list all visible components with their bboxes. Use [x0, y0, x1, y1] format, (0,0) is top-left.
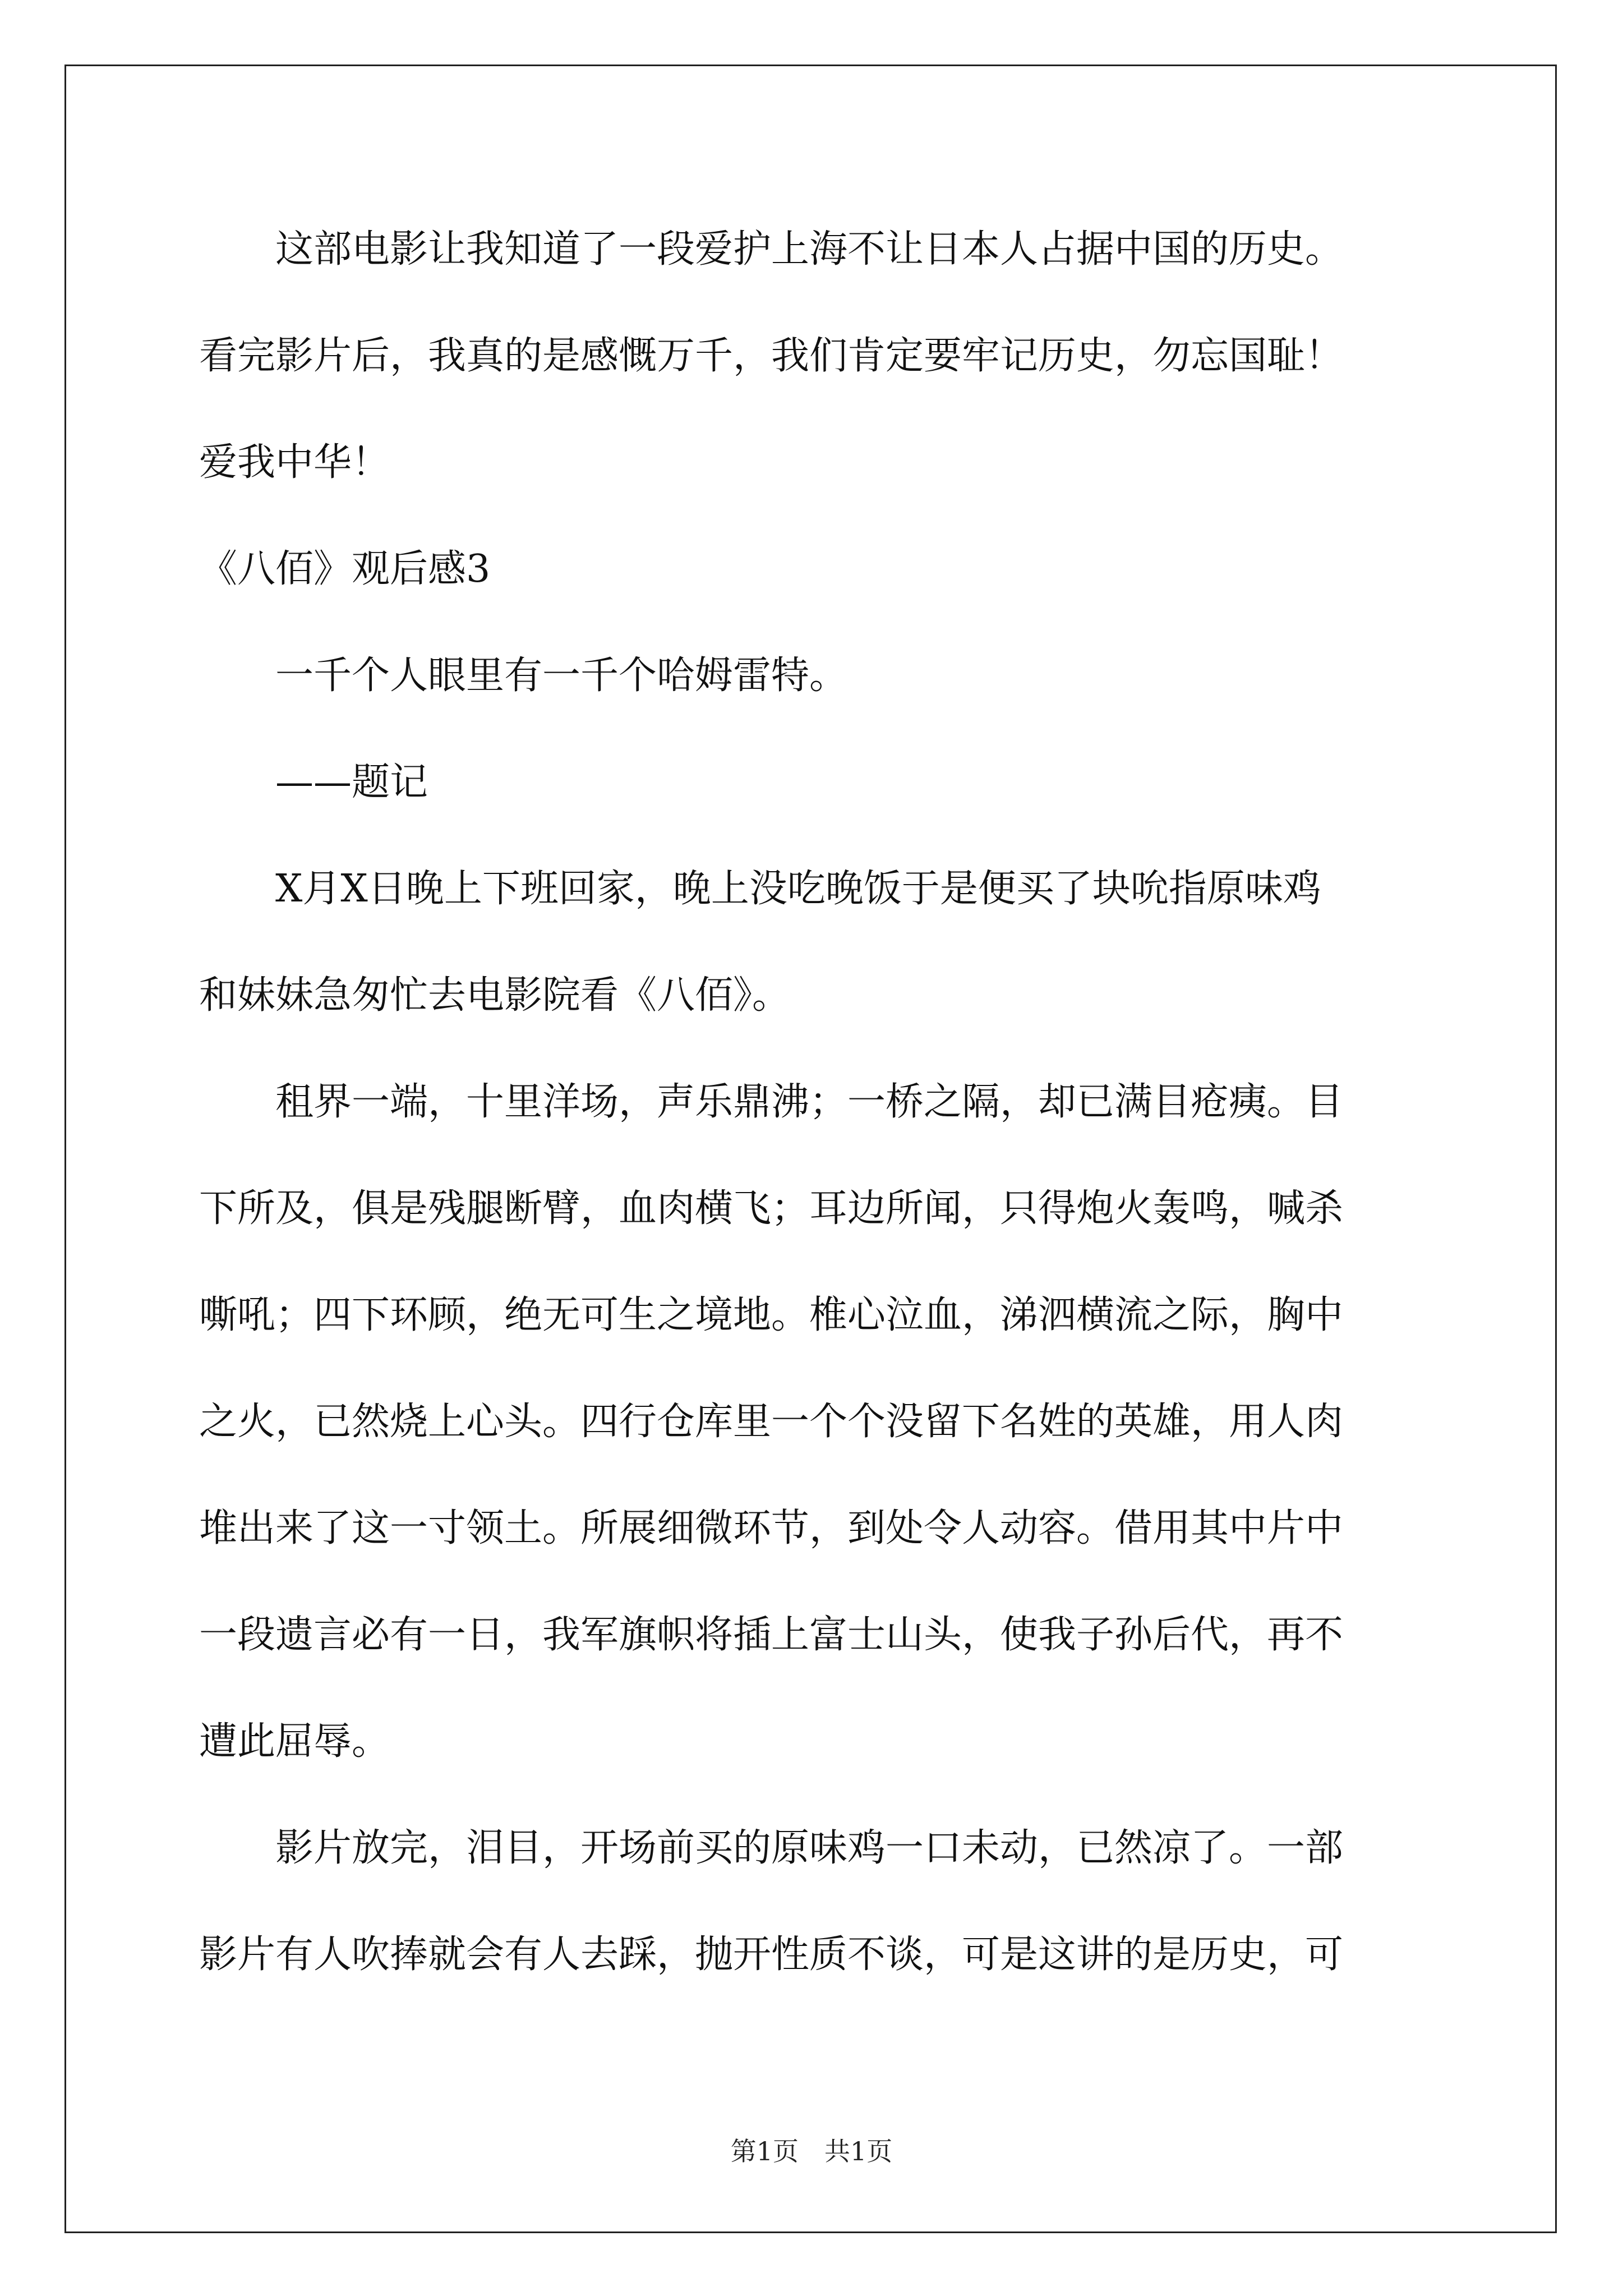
text-line: 一段遗言必有一日，我军旗帜将插上富士山头，使我子孙后代，再不: [199, 1613, 1344, 1657]
section-heading: 《八佰》观后感3: [199, 547, 491, 591]
epigraph: 一千个人眼里有一千个哈姆雷特。: [275, 654, 848, 698]
text-line: 影片有人吹捧就会有人去踩，抛开性质不谈，可是这讲的是历史，可: [199, 1932, 1344, 1977]
text-line: 堆出来了这一寸领土。所展细微环节，到处令人动容。借用其中片中: [199, 1506, 1344, 1550]
page-number: 第1页 共1页: [730, 2136, 893, 2166]
text-line: 之火，已然烧上心头。四行仓库里一个个没留下名姓的英雄，用人肉: [199, 1400, 1344, 1444]
text-line: 下所及，俱是残腿断臂，血肉横飞；耳边所闻，只得炮火轰鸣，喊杀: [199, 1186, 1344, 1231]
epigraph-attribution: ——题记: [275, 760, 428, 804]
text-line: 影片放完，泪目，开场前买的原味鸡一口未动，已然凉了。一部: [275, 1826, 1344, 1870]
text-line: X月X日晚上下班回家，晚上没吃晚饭于是便买了块吮指原味鸡: [275, 867, 1321, 911]
text-line: 租界一端，十里洋场，声乐鼎沸；一桥之隔，却已满目疮痍。目: [275, 1080, 1344, 1124]
text-line: 遭此屈辱。: [199, 1719, 390, 1764]
document-body: [199, 210, 1427, 2022]
text-line: 看完影片后，我真的是感慨万千，我们肯定要牢记历史，勿忘国耻！: [199, 334, 1344, 378]
text-line: 爱我中华！: [199, 440, 390, 485]
text-line: 这部电影让我知道了一段爱护上海不让日本人占据中国的历史。: [275, 227, 1344, 272]
text-line: 和妹妹急匆忙去电影院看《八佰》。: [199, 973, 791, 1018]
text-line: 嘶吼；四下环顾，绝无可生之境地。椎心泣血，涕泗横流之际，胸中: [199, 1293, 1344, 1337]
